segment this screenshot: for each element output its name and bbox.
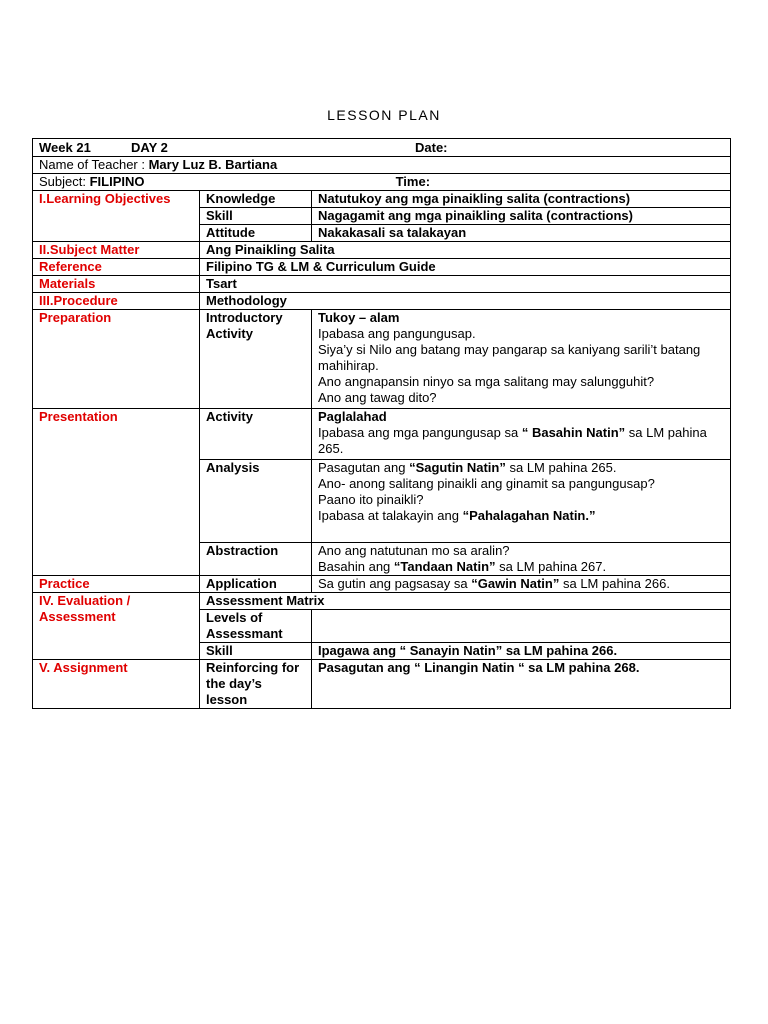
objective-text: Nakakasali sa talakayan bbox=[312, 225, 731, 242]
levels-value bbox=[312, 610, 731, 643]
analysis-text-part: Ipabasa at talakayin ang bbox=[318, 508, 463, 523]
analysis-text-bold: “Pahalagahan Natin.” bbox=[462, 508, 596, 523]
practice-text-part: Sa gutin ang pagsasay sa bbox=[318, 576, 472, 591]
practice-text-part: sa LM pahina 266. bbox=[559, 576, 670, 591]
abstraction-line: Ano ang natutunan mo sa aralin? bbox=[318, 543, 510, 558]
objective-domain: Knowledge bbox=[200, 191, 312, 208]
preparation-row bbox=[33, 310, 731, 409]
objective-domain: Skill bbox=[200, 208, 312, 225]
activity-text-bold: “ Basahin Natin” bbox=[521, 425, 626, 440]
preparation-line: Ano ang tawag dito? bbox=[318, 390, 437, 405]
analysis-line bbox=[318, 460, 724, 476]
evaluation-label: IV. Evaluation / Assessment bbox=[33, 593, 200, 660]
reference-label: Reference bbox=[33, 259, 200, 276]
subject-matter-label: II.Subject Matter bbox=[33, 242, 200, 259]
preparation-line: Ipabasa ang pangungusap. bbox=[318, 326, 476, 341]
assessment-matrix: Assessment Matrix bbox=[200, 593, 731, 610]
preparation-label: Preparation bbox=[33, 310, 200, 409]
reinforcing-step: Reinforcing for the day’s lesson bbox=[200, 660, 312, 709]
subject-matter-value: Ang Pinaikling Salita bbox=[200, 242, 731, 259]
analysis-line: Paano ito pinaikli? bbox=[318, 492, 424, 507]
reference-value: Filipino TG & LM & Curriculum Guide bbox=[200, 259, 731, 276]
analysis-text-part: sa LM pahina 265. bbox=[505, 460, 617, 475]
activity-text-part: sa LM pahina 265. bbox=[318, 425, 707, 456]
abstraction-text-part: sa LM pahina 267. bbox=[495, 559, 607, 574]
objective-text: Natutukoy ang mga pinaikling salita (contractions) bbox=[312, 191, 731, 208]
abstraction-step: Abstraction bbox=[200, 543, 312, 576]
header-row-week bbox=[33, 139, 731, 157]
evaluation-matrix-row bbox=[33, 593, 731, 610]
objectives-label: I.Learning Objectives bbox=[33, 191, 200, 242]
materials-value: Tsart bbox=[200, 276, 731, 293]
activity-step: Activity bbox=[200, 409, 312, 460]
preparation-line: Siya’y si Nilo ang batang may pangarap sa kaniyang sarili’t batang mahihirap. bbox=[318, 342, 701, 373]
activity-heading: Paglalahad bbox=[318, 409, 387, 424]
presentation-activity-row bbox=[33, 409, 731, 460]
objective-text: Nagagamit ang mga pinaikling salita (contractions) bbox=[312, 208, 731, 225]
materials-row bbox=[33, 276, 731, 293]
presentation-label: Presentation bbox=[33, 409, 200, 576]
practice-row bbox=[33, 576, 731, 593]
materials-label: Materials bbox=[33, 276, 200, 293]
preparation-step: Introductory Activity bbox=[200, 310, 312, 409]
analysis-step: Analysis bbox=[200, 460, 312, 543]
assignment-text: Pasagutan ang “ Linangin Natin “ sa LM pahina 268. bbox=[312, 660, 731, 709]
subject-label: Subject: bbox=[39, 174, 90, 189]
objective-domain: Attitude bbox=[200, 225, 312, 242]
levels-step: Levels of Assessmant bbox=[200, 610, 312, 643]
page-title: LESSON PLAN bbox=[327, 107, 441, 123]
date-label: Date: bbox=[415, 140, 448, 155]
procedure-label: III.Procedure bbox=[33, 293, 200, 310]
lesson-plan-table bbox=[32, 138, 731, 709]
activity-text-part: Ipabasa ang mga pangungusap sa bbox=[318, 425, 522, 440]
assignment-label: V. Assignment bbox=[33, 660, 200, 709]
practice-label: Practice bbox=[33, 576, 200, 593]
teacher-label: Name of Teacher : bbox=[39, 157, 149, 172]
preparation-heading: Tukoy – alam bbox=[318, 310, 400, 325]
subject-value: FILIPINO bbox=[89, 174, 145, 189]
abstraction-line bbox=[318, 559, 724, 575]
week-label: Week 21 bbox=[39, 140, 91, 155]
analysis-line bbox=[318, 508, 724, 524]
preparation-line: Ano angnapansin ninyo sa mga salitang may salungguhit? bbox=[318, 374, 655, 389]
time-label: Time: bbox=[395, 174, 431, 189]
analysis-text-bold: “Sagutin Natin” bbox=[409, 460, 506, 475]
analysis-line: Ano- anong salitang pinaikli ang ginamit sa pangungusap? bbox=[318, 476, 655, 491]
day-label: DAY 2 bbox=[131, 140, 168, 155]
header-row-subject bbox=[33, 174, 731, 191]
analysis-text-part: Pasagutan ang bbox=[318, 460, 410, 475]
practice-text bbox=[312, 576, 731, 593]
abstraction-text-bold: “Tandaan Natin” bbox=[393, 559, 496, 574]
skill-step: Skill bbox=[200, 643, 312, 660]
subject-matter-row bbox=[33, 242, 731, 259]
objective-row-knowledge bbox=[33, 191, 731, 208]
procedure-value: Methodology bbox=[200, 293, 731, 310]
assignment-row bbox=[33, 660, 731, 709]
header-row-teacher bbox=[33, 157, 731, 174]
skill-text: Ipagawa ang “ Sanayin Natin” sa LM pahina 266. bbox=[312, 643, 731, 660]
procedure-row bbox=[33, 293, 731, 310]
practice-text-bold: “Gawin Natin” bbox=[471, 576, 560, 591]
application-step: Application bbox=[200, 576, 312, 593]
teacher-name: Mary Luz B. Bartiana bbox=[148, 157, 278, 172]
reference-row bbox=[33, 259, 731, 276]
activity-text bbox=[318, 425, 724, 457]
abstraction-text-part: Basahin ang bbox=[318, 559, 394, 574]
